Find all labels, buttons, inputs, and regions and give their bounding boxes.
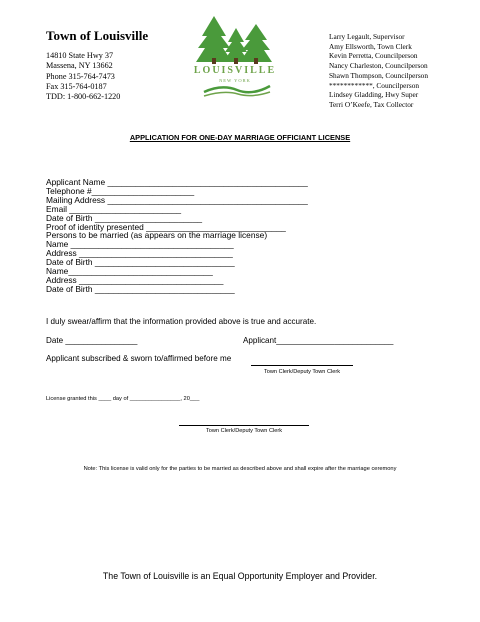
official-town-clerk: Amy Ellsworth, Town Clerk [329, 41, 412, 51]
equal-opportunity-footer: The Town of Louisville is an Equal Opportunity Employer and Provider. [102, 571, 378, 581]
proof-of-identity-field[interactable]: Proof of identity presented ______________________________ [46, 221, 286, 232]
official-councilperson: Shawn Thompson, Councilperson [329, 70, 428, 80]
applicant-name-field[interactable]: Applicant Name ___________________________________________ [46, 177, 308, 187]
official-councilperson-redacted: ************, Councilperson [329, 80, 419, 90]
tdd-line: TDD: 1-800-662-1220 [46, 92, 121, 102]
louisville-logo [192, 14, 278, 98]
subscribed-statement: Applicant subscribed & sworn to/affirmed before me [46, 354, 232, 363]
logo-subtitle: NEW YORK [219, 78, 251, 83]
official-tax-collector: Terri O’Keefe, Tax Collector [329, 99, 414, 109]
mailing-address-field[interactable]: Mailing Address ___________________________________________ [46, 194, 308, 205]
official-supervisor: Larry Legault, Supervisor [329, 32, 405, 41]
application-fields [46, 178, 308, 294]
official-councilperson: Kevin Perretta, Councilperson [329, 51, 418, 61]
applicant-signature-field[interactable]: Applicant__________________________ [243, 336, 394, 345]
address-line: Massena, NY 13662 [46, 61, 113, 71]
clerk-signature-label: Town Clerk/Deputy Town Clerk [205, 428, 283, 434]
tree-logo-icon [192, 14, 278, 98]
phone-line: Phone 315-764-7473 [46, 71, 115, 81]
town-address-block [46, 51, 120, 102]
date-of-birth-field[interactable]: Date of Birth _______________________ [46, 212, 203, 223]
person2-name-field[interactable]: Name_______________________________ [46, 266, 213, 277]
person2-address-field[interactable]: Address _______________________________ [46, 274, 224, 285]
fax-line: Fax 315-764-0187 [46, 81, 107, 91]
date-field[interactable]: Date ________________ [46, 336, 138, 345]
swear-affirm-statement: I duly swear/affirm that the information provided above is true and accurate. [46, 317, 317, 326]
validity-note: Note: This license is valid only for the parties to be married as described above and shall expire after the marriage ceremony [83, 466, 397, 472]
official-hwy-super: Lindsey Gladding, Hwy Super [329, 90, 419, 100]
logo-name: LOUISVILLE [193, 65, 277, 76]
person1-address-field[interactable]: Address _________________________________ [46, 248, 233, 259]
telephone-field[interactable]: Telephone #______________________ [46, 185, 195, 196]
officials-list [329, 32, 428, 110]
person1-date-of-birth-field[interactable]: Date of Birth ______________________________ [46, 257, 235, 268]
person1-name-field[interactable]: Name ___________________________________ [46, 239, 234, 250]
email-field[interactable]: Email ________________________ [46, 203, 182, 214]
clerk-signature-line[interactable] [179, 425, 309, 426]
license-granted-field[interactable]: License granted this ____ day of ________________, 20___ [46, 396, 200, 402]
person2-date-of-birth-field[interactable]: Date of Birth ______________________________ [46, 283, 235, 294]
clerk-signature-label: Town Clerk/Deputy Town Clerk [263, 369, 341, 375]
clerk-signature-line[interactable] [251, 365, 353, 366]
official-councilperson: Nancy Charleston, Councilperson [329, 61, 428, 71]
persons-to-be-married-heading: Persons to be married (as appears on the marriage license) [46, 230, 268, 241]
address-line: 14810 State Hwy 37 [46, 51, 114, 60]
town-name: Town of Louisville [46, 28, 149, 43]
form-title: APPLICATION FOR ONE-DAY MARRIAGE OFFICIANT LICENSE [129, 133, 351, 142]
